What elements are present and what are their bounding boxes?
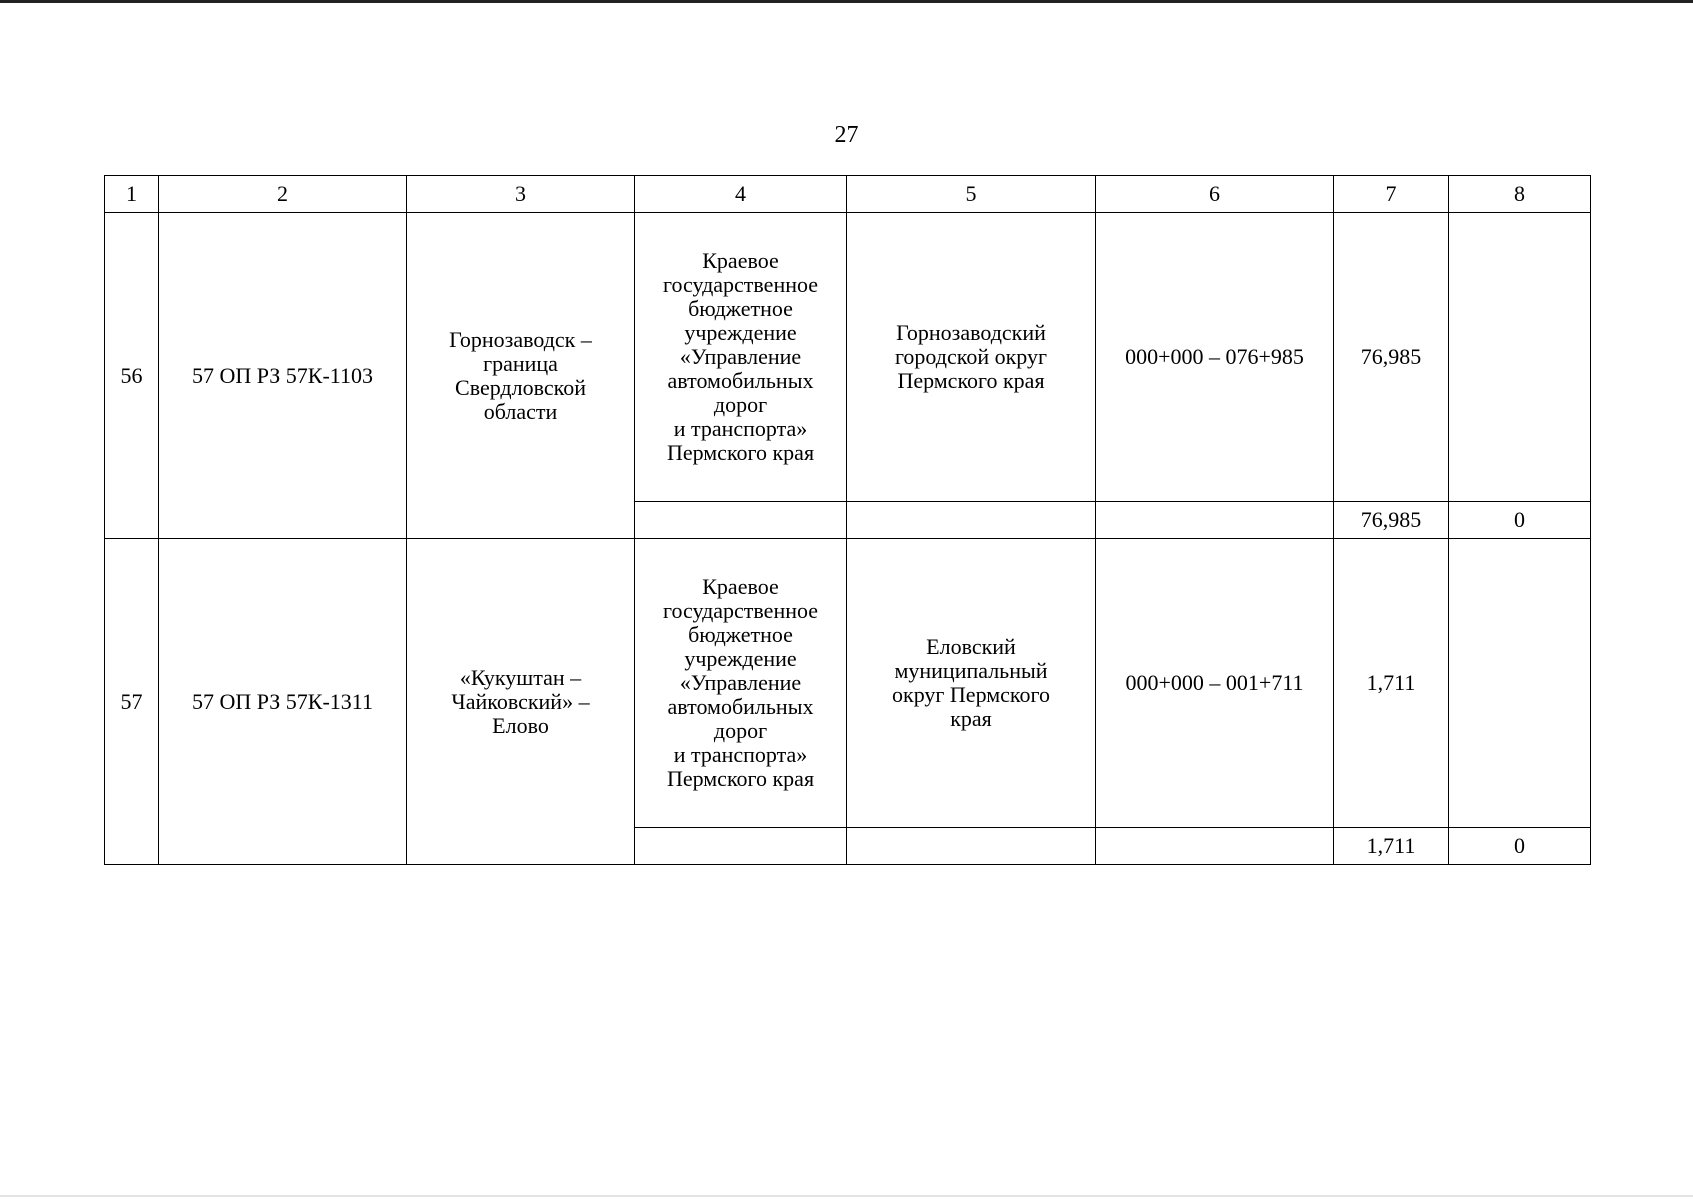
header-col-1: 1 [105, 176, 159, 213]
total-empty-cell [635, 828, 847, 865]
total-col8: 0 [1449, 502, 1591, 539]
col8-value [1449, 539, 1591, 828]
road-owner: Краевое государственное бюджетное учреждение «Управление автомобильных дорог и транспорта» Пермского края [635, 539, 847, 828]
road-code: 57 ОП РЗ 57К-1103 [159, 213, 407, 539]
header-col-4: 4 [635, 176, 847, 213]
total-length: 76,985 [1334, 502, 1449, 539]
total-empty-cell [847, 502, 1096, 539]
total-empty-cell [1096, 828, 1334, 865]
roads-table [104, 175, 1591, 865]
top-border-line [0, 0, 1693, 3]
bottom-scan-line [0, 1195, 1693, 1197]
header-row [105, 176, 1591, 213]
municipality: Горнозаводский городской округ Пермского края [847, 213, 1096, 502]
total-col8: 0 [1449, 828, 1591, 865]
km-range: 000+000 – 076+985 [1096, 213, 1334, 502]
header-col-5: 5 [847, 176, 1096, 213]
km-range: 000+000 – 001+711 [1096, 539, 1334, 828]
header-col-2: 2 [159, 176, 407, 213]
road-name: Горнозаводск – граница Свердловской области [407, 213, 635, 539]
header-col-3: 3 [407, 176, 635, 213]
total-empty-cell [847, 828, 1096, 865]
col8-value [1449, 213, 1591, 502]
municipality: Еловский муниципальный округ Пермского края [847, 539, 1096, 828]
row-number: 57 [105, 539, 159, 865]
table-row [105, 539, 1591, 828]
page-number: 27 [834, 122, 859, 148]
row-number: 56 [105, 213, 159, 539]
road-code: 57 ОП РЗ 57К-1311 [159, 539, 407, 865]
road-length: 1,711 [1334, 539, 1449, 828]
total-empty-cell [635, 502, 847, 539]
total-length: 1,711 [1334, 828, 1449, 865]
total-empty-cell [1096, 502, 1334, 539]
header-col-7: 7 [1334, 176, 1449, 213]
header-col-6: 6 [1096, 176, 1334, 213]
header-col-8: 8 [1449, 176, 1591, 213]
table-row [105, 213, 1591, 502]
road-length: 76,985 [1334, 213, 1449, 502]
road-name: «Кукуштан – Чайковский» – Елово [407, 539, 635, 865]
road-owner: Краевое государственное бюджетное учреждение «Управление автомобильных дорог и транспорта» Пермского края [635, 213, 847, 502]
